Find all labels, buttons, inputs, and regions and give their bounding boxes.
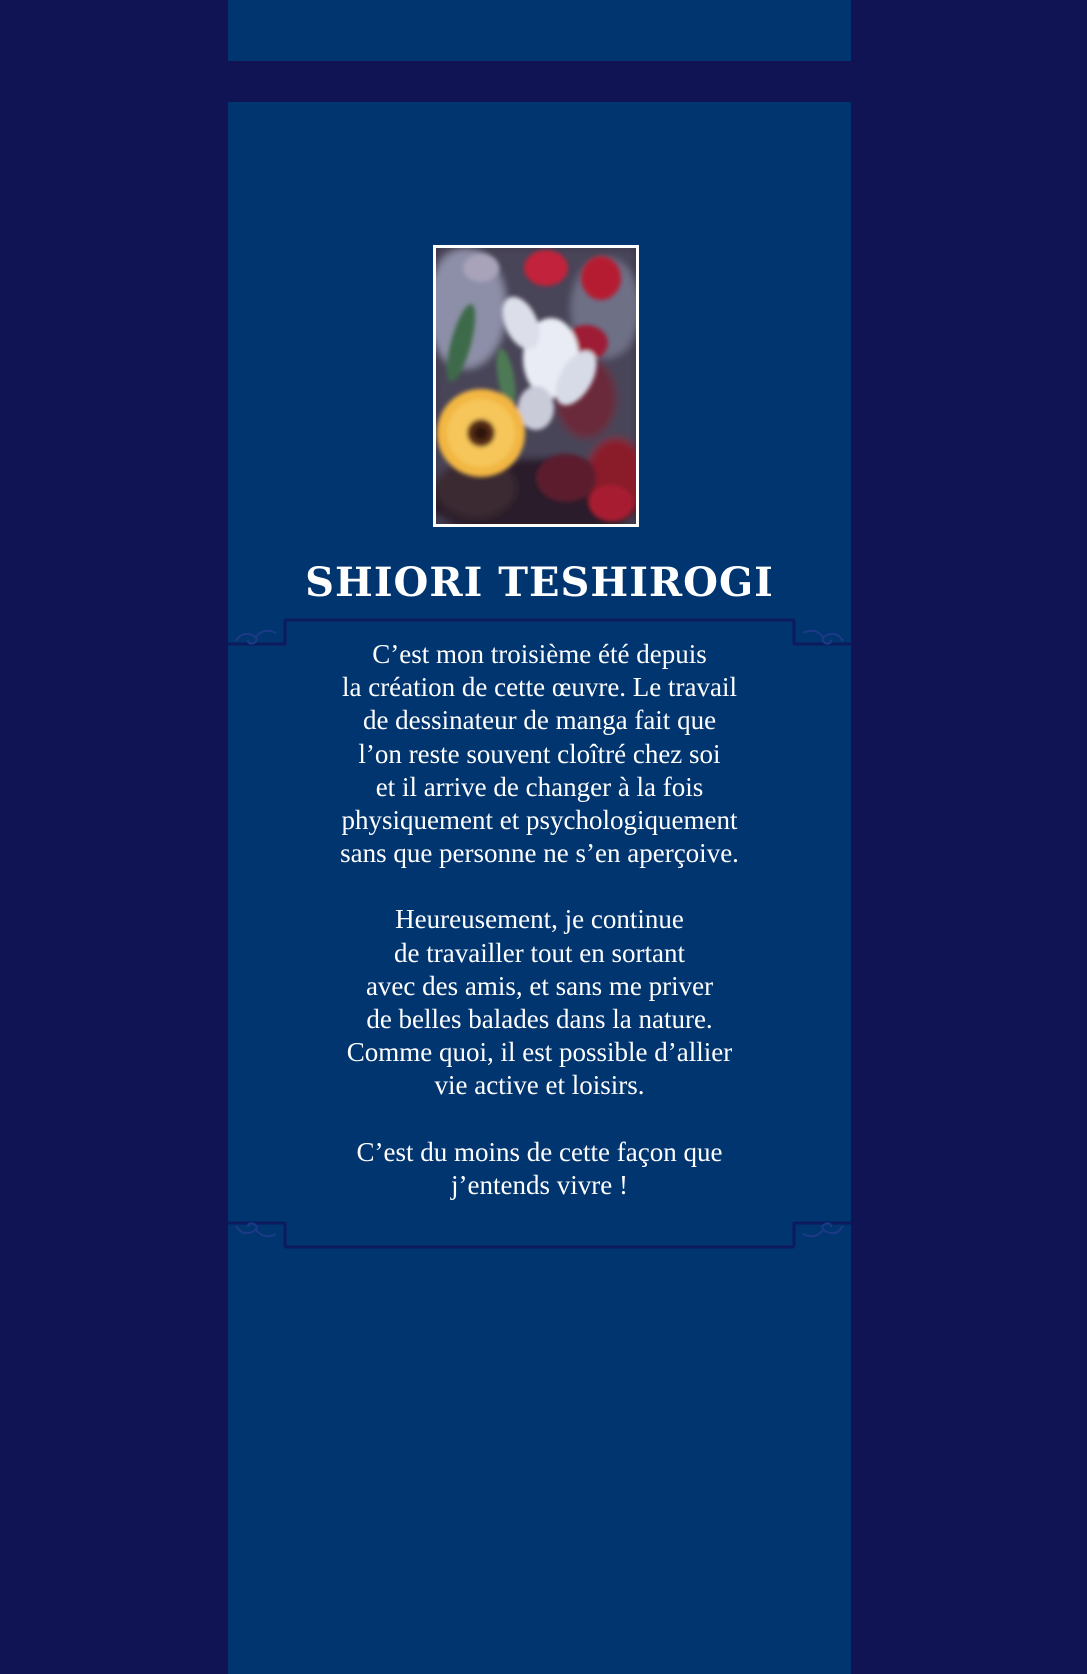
text-line: de dessinateur de manga fait que <box>362 705 717 736</box>
flower-bouquet-icon <box>436 248 636 524</box>
paragraph-2 <box>228 903 851 1102</box>
ornament-bottom-divider <box>228 1218 851 1252</box>
author-note <box>228 638 851 1235</box>
text-line: de travailler tout en sortant <box>394 937 685 968</box>
text-line: sans que personne ne s’en aperçoive. <box>340 838 739 869</box>
text-line: Comme quoi, il est possible d’allier <box>346 1037 733 1068</box>
text-line: C’est du moins de cette façon que <box>356 1136 723 1167</box>
text-line: vie active et loisirs. <box>434 1070 645 1101</box>
paragraph-1 <box>228 638 851 870</box>
top-panel <box>228 0 851 61</box>
paragraph-3 <box>228 1136 851 1202</box>
text-line: C’est mon troisième été depuis <box>372 639 707 669</box>
text-line: et il arrive de changer à la fois <box>375 771 704 802</box>
text-line: de belles balades dans la nature. <box>366 1004 713 1035</box>
author-photo <box>433 245 639 527</box>
text-line: la création de cette œuvre. Le travail <box>341 672 738 703</box>
text-line: physiquement et psychologiquement <box>341 805 738 836</box>
text-line: l’on reste souvent cloîtré chez soi <box>358 738 721 769</box>
text-line: Heureusement, je continue <box>395 904 684 935</box>
author-name: SHIORI TESHIROGI <box>305 559 774 606</box>
text-line: avec des amis, et sans me priver <box>365 970 714 1001</box>
text-line: j’entends vivre ! <box>451 1169 628 1200</box>
